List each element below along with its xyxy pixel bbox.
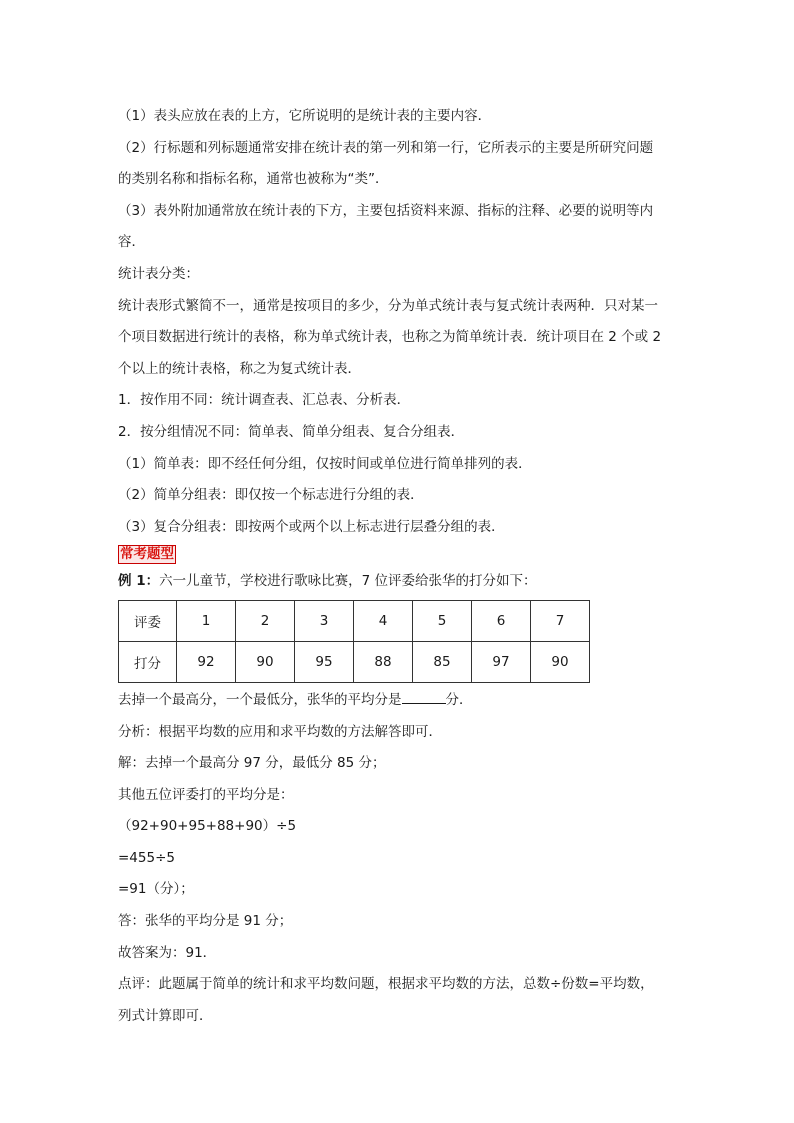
text-line: （2）行标题和列标题通常安排在统计表的第一列和第一行，它所表示的主要是所研究问题: [118, 139, 654, 156]
equation-line: =91（分）；: [118, 881, 194, 898]
text-line: 的类别名称和指标名称，通常也被称为“类”．: [118, 171, 389, 188]
table-cell: 6: [472, 600, 531, 641]
table-cell: 90: [531, 641, 590, 682]
text-line: 统计表分类：: [118, 265, 199, 282]
text-line: （3）复合分组表：即按两个或两个以上标志进行层叠分组的表．: [118, 518, 505, 535]
text-line: 个项目数据进行统计的表格，称为单式统计表，也称之为简单统计表．统计项目在 2 个或 2: [118, 329, 662, 346]
score-table: [118, 600, 590, 683]
section-tag-wrapper: [118, 543, 678, 566]
table-cell: 7: [531, 600, 590, 641]
table-cell: 4: [354, 600, 413, 641]
answer-line: 故答案为：91．: [118, 944, 217, 961]
table-cell: 5: [413, 600, 472, 641]
table-cell: 85: [413, 641, 472, 682]
table-cell: 3: [295, 600, 354, 641]
table-row: [119, 600, 590, 641]
table-cell: 97: [472, 641, 531, 682]
text-line: 1．按作用不同：统计调查表、汇总表、分析表．: [118, 392, 411, 409]
text-line: 容．: [118, 234, 145, 251]
table-cell: 2: [236, 600, 295, 641]
table-cell: 88: [354, 641, 413, 682]
text-line: 统计表形式繁简不一，通常是按项目的多少，分为单式统计表与复式统计表两种．只对某一: [118, 297, 658, 314]
table-cell: 90: [236, 641, 295, 682]
table-cell: 95: [295, 641, 354, 682]
text-line: （1）表头应放在表的上方，它所说明的是统计表的主要内容．: [118, 108, 492, 124]
equation-line: =455÷5: [118, 849, 175, 866]
example-label: 例 1：: [118, 573, 160, 590]
solution-line: 其他五位评委打的平均分是：: [118, 786, 294, 803]
text-line: （2）简单分组表：即仅按一个标志进行分组的表．: [118, 487, 424, 504]
equation-line: （92+90+95+88+90）÷5: [118, 818, 297, 835]
section-tag: 常考题型: [120, 546, 174, 563]
text-line: 2．按分组情况不同：简单表、简单分组表、复合分组表．: [118, 423, 465, 440]
example-text: 六一儿童节，学校进行歌咏比赛，7 位评委给张华的打分如下：: [159, 573, 537, 590]
solution-line: 解：去掉一个最高分 97 分，最低分 85 分；: [118, 755, 386, 772]
text-line: 个以上的统计表格，称之为复式统计表．: [118, 360, 361, 377]
table-cell: 92: [177, 641, 236, 682]
answer-line: 答：张华的平均分是 91 分；: [118, 913, 293, 930]
question-text: 去掉一个最高分，一个最低分，张华的平均分是: [118, 691, 402, 708]
table-cell: 1: [177, 600, 236, 641]
question-line: [118, 685, 678, 717]
table-row-header: 打分: [119, 641, 177, 682]
table-row-header: 评委: [119, 600, 177, 641]
text-line: （3）表外附加通常放在统计表的下方，主要包括资料来源、指标的注释、必要的说明等内: [118, 202, 654, 219]
comment-line: 点评：此题属于简单的统计和求平均数问题，根据求平均数的方法，总数÷份数=平均数，: [118, 976, 654, 993]
table-row: [119, 641, 590, 682]
comment-line: 列式计算即可．: [118, 1007, 213, 1024]
question-unit: 分．: [445, 691, 473, 708]
example-line: [118, 566, 678, 598]
text-line: （1）简单表：即不经任何分组，仅按时间或单位进行简单排列的表．: [118, 455, 532, 472]
document-page: [118, 101, 678, 1032]
analysis-line: 分析：根据平均数的应用和求平均数的方法解答即可．: [118, 723, 442, 740]
answer-blank: [402, 689, 446, 704]
